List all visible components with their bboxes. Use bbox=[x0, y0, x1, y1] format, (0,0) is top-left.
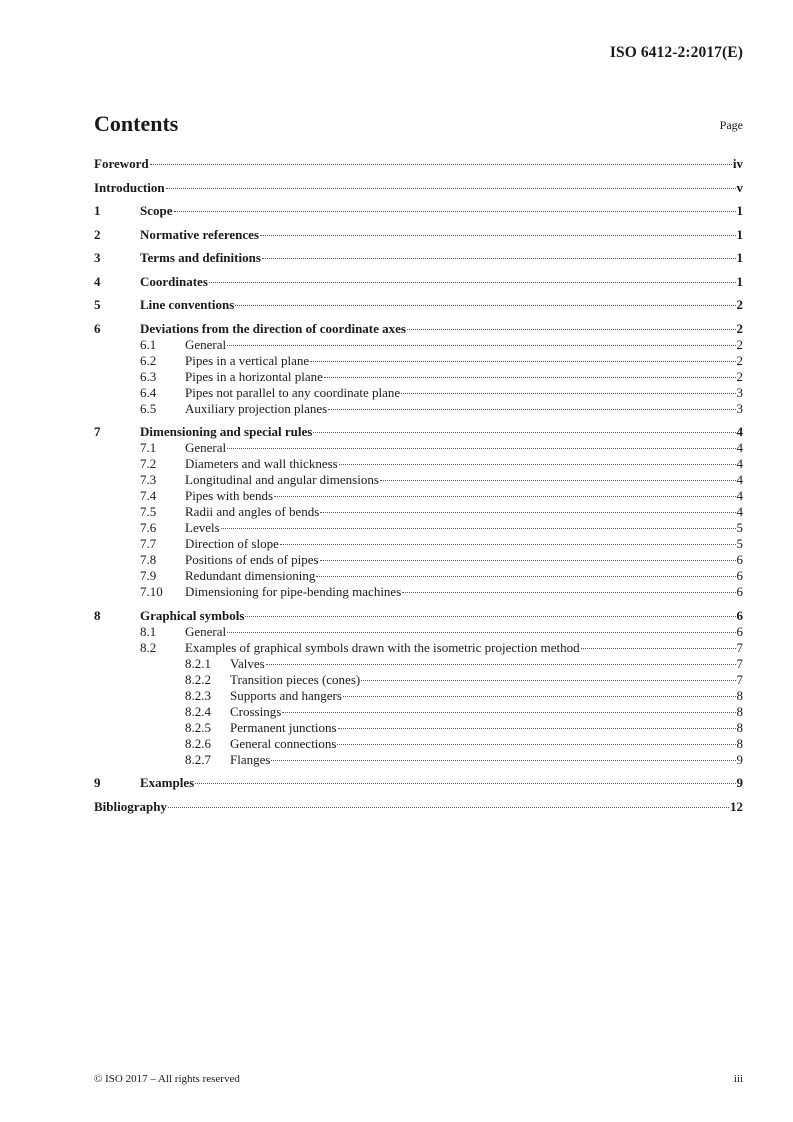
toc-entry[interactable] bbox=[94, 536, 743, 552]
dot-leader bbox=[262, 258, 736, 259]
toc-entry[interactable] bbox=[94, 456, 743, 472]
toc-entry[interactable] bbox=[94, 401, 743, 417]
toc-entry[interactable] bbox=[94, 337, 743, 353]
toc-entry-number: 7.1 bbox=[140, 440, 157, 455]
dot-leader bbox=[221, 528, 736, 529]
toc-entry-page: 1 bbox=[736, 226, 743, 242]
dot-leader bbox=[266, 664, 736, 665]
toc-entry[interactable] bbox=[94, 568, 743, 584]
dot-leader bbox=[343, 696, 736, 697]
toc-entry-number: 6.5 bbox=[140, 400, 157, 416]
toc-entry-number: 7.6 bbox=[140, 520, 157, 535]
toc-entry[interactable] bbox=[94, 704, 743, 720]
dot-leader bbox=[401, 393, 735, 394]
toc-entry-label: Examples of graphical symbols drawn with the isometric projection method bbox=[185, 639, 580, 655]
dot-leader bbox=[361, 680, 735, 681]
toc-entry-label: Coordinates bbox=[140, 273, 208, 289]
toc-entry[interactable] bbox=[94, 584, 743, 600]
toc-entry[interactable] bbox=[94, 369, 743, 385]
toc-entry-number: 1 bbox=[94, 203, 101, 218]
toc-entry-page: 2 bbox=[736, 352, 743, 368]
dot-leader bbox=[402, 592, 735, 593]
toc-entry[interactable] bbox=[94, 736, 743, 752]
toc-entry-label: General bbox=[185, 623, 227, 639]
toc-entry-label: General bbox=[185, 336, 227, 352]
toc-entry-label: Pipes in a vertical plane bbox=[185, 352, 310, 368]
dot-leader bbox=[324, 377, 736, 378]
dot-leader bbox=[310, 361, 735, 362]
toc-entry-label: Redundant dimensioning bbox=[185, 568, 316, 583]
toc-entry[interactable] bbox=[94, 520, 743, 536]
toc-entry[interactable] bbox=[94, 227, 743, 243]
toc-entry-label: Pipes in a horizontal plane bbox=[185, 368, 323, 384]
toc-entry-page: 2 bbox=[736, 336, 743, 352]
toc-entry-page: 1 bbox=[736, 250, 743, 265]
toc-entry-label: Permanent junctions bbox=[230, 719, 337, 735]
toc-entry[interactable] bbox=[94, 180, 743, 196]
toc-entry[interactable] bbox=[94, 274, 743, 290]
toc-entry-number: 7.8 bbox=[140, 552, 157, 567]
dot-leader bbox=[168, 807, 729, 808]
toc-entry-page: 5 bbox=[736, 520, 743, 535]
dot-leader bbox=[337, 744, 735, 745]
toc-entry-number: 2 bbox=[94, 226, 101, 242]
toc-entry-label: Scope bbox=[140, 203, 173, 218]
toc-entry[interactable] bbox=[94, 504, 743, 520]
toc-entry[interactable] bbox=[94, 656, 743, 672]
toc-entry-label: Auxiliary projection planes bbox=[185, 400, 328, 416]
toc-entry-page: 4 bbox=[736, 456, 743, 471]
toc-entry-label: Terms and definitions bbox=[140, 250, 261, 265]
toc-entry-number: 8.2.6 bbox=[185, 735, 211, 751]
toc-entry-label: General bbox=[185, 440, 227, 455]
dot-leader bbox=[328, 409, 735, 410]
toc-entry-number: 6.2 bbox=[140, 352, 157, 368]
toc-entry-number: 8.2.5 bbox=[185, 719, 211, 735]
toc-entry-number: 4 bbox=[94, 273, 101, 289]
toc-entry[interactable] bbox=[94, 250, 743, 266]
toc-entry-page: 4 bbox=[736, 504, 743, 519]
toc-entry-number: 7.3 bbox=[140, 472, 157, 487]
toc-entry-page: 8 bbox=[736, 703, 743, 719]
toc-entry-number: 6.1 bbox=[140, 336, 157, 352]
toc-entry-number: 8.2.2 bbox=[185, 671, 211, 687]
dot-leader bbox=[316, 576, 735, 577]
dot-leader bbox=[227, 345, 735, 346]
toc-entry-page: 6 bbox=[736, 623, 743, 639]
toc-entry[interactable] bbox=[94, 775, 743, 791]
toc-entry-number: 8.1 bbox=[140, 623, 157, 639]
toc-entry-label: Transition pieces (cones) bbox=[230, 671, 361, 687]
toc-entry[interactable] bbox=[94, 203, 743, 219]
toc-entry-page: 6 bbox=[736, 568, 743, 583]
standard-identifier: ISO 6412-2:2017(E) bbox=[609, 44, 743, 61]
toc-entry-label: Dimensioning and special rules bbox=[140, 424, 313, 439]
toc-entry-page: 12 bbox=[730, 798, 743, 814]
page-column-label: Page bbox=[719, 118, 743, 132]
toc-entry-number: 8.2.3 bbox=[185, 687, 211, 703]
toc-entry-number: 8.2.4 bbox=[185, 703, 211, 719]
dot-leader bbox=[195, 783, 735, 784]
dot-leader bbox=[274, 496, 735, 497]
toc-entry-label: Crossings bbox=[230, 703, 282, 719]
toc-entry[interactable] bbox=[94, 321, 743, 337]
toc-entry[interactable] bbox=[94, 640, 743, 656]
dot-leader bbox=[271, 760, 735, 761]
toc-entry-label: Flanges bbox=[230, 751, 271, 767]
table-of-contents bbox=[94, 156, 743, 815]
dot-leader bbox=[280, 544, 736, 545]
dot-leader bbox=[282, 712, 735, 713]
toc-entry-label: Direction of slope bbox=[185, 536, 279, 551]
toc-entry-label: Dimensioning for pipe-bending machines bbox=[185, 584, 402, 599]
toc-entry-label: Levels bbox=[185, 520, 220, 535]
toc-entry-page: 3 bbox=[736, 400, 743, 416]
dot-leader bbox=[407, 329, 736, 330]
toc-entry-page: 7 bbox=[736, 671, 743, 687]
toc-entry-page: iv bbox=[732, 156, 743, 171]
dot-leader bbox=[320, 512, 735, 513]
toc-entry-label: Deviations from the direction of coordinate axes bbox=[140, 320, 406, 336]
toc-entry-number: 7 bbox=[94, 424, 101, 439]
toc-entry-page: 8 bbox=[736, 719, 743, 735]
toc-entry-label: Radii and angles of bends bbox=[185, 504, 320, 519]
toc-entry-label: Supports and hangers bbox=[230, 687, 342, 703]
toc-entry-label: Pipes not parallel to any coordinate plane bbox=[185, 384, 401, 400]
toc-entry-number: 5 bbox=[94, 297, 101, 312]
toc-entry-label: Foreword bbox=[94, 156, 149, 171]
toc-entry-page: 2 bbox=[736, 320, 743, 336]
dot-leader bbox=[380, 480, 736, 481]
toc-entry-page: 8 bbox=[736, 687, 743, 703]
page-number: iii bbox=[733, 1073, 743, 1085]
toc-entry[interactable] bbox=[94, 720, 743, 736]
toc-entry[interactable] bbox=[94, 440, 743, 456]
toc-entry[interactable] bbox=[94, 353, 743, 369]
toc-entry-label: Valves bbox=[230, 655, 265, 671]
dot-leader bbox=[339, 464, 736, 465]
toc-entry-number: 7.7 bbox=[140, 536, 157, 551]
toc-entry-page: 1 bbox=[736, 273, 743, 289]
toc-entry-number: 7.10 bbox=[140, 584, 163, 599]
dot-leader bbox=[260, 235, 736, 236]
toc-entry-label: Positions of ends of pipes bbox=[185, 552, 319, 567]
toc-entry-number: 8.2.7 bbox=[185, 751, 211, 767]
toc-entry-number: 8 bbox=[94, 607, 101, 623]
toc-entry-number: 6 bbox=[94, 320, 101, 336]
toc-entry[interactable] bbox=[94, 297, 743, 313]
toc-entry-page: 7 bbox=[736, 639, 743, 655]
toc-entry-page: 6 bbox=[736, 607, 743, 623]
dot-leader bbox=[166, 188, 736, 189]
toc-entry-label: Line conventions bbox=[140, 297, 235, 312]
dot-leader bbox=[209, 282, 736, 283]
toc-entry-page: 9 bbox=[736, 751, 743, 767]
toc-entry-label: Normative references bbox=[140, 226, 259, 242]
toc-entry-label: Examples bbox=[140, 775, 195, 790]
contents-title: Contents bbox=[94, 111, 179, 136]
dot-leader bbox=[235, 305, 735, 306]
toc-entry[interactable] bbox=[94, 552, 743, 568]
toc-entry-label: General connections bbox=[230, 735, 337, 751]
toc-entry[interactable] bbox=[94, 672, 743, 688]
dot-leader bbox=[174, 211, 736, 212]
toc-entry-number: 7.2 bbox=[140, 456, 157, 471]
toc-entry[interactable] bbox=[94, 688, 743, 704]
dot-leader bbox=[227, 448, 735, 449]
dot-leader bbox=[581, 648, 736, 649]
dot-leader bbox=[227, 632, 735, 633]
toc-entry-number: 8.2.1 bbox=[185, 655, 211, 671]
toc-entry-label: Diameters and wall thickness bbox=[185, 456, 338, 471]
toc-entry-number: 8.2 bbox=[140, 639, 157, 655]
toc-entry-page: 9 bbox=[736, 775, 743, 790]
toc-entry-page: 4 bbox=[736, 440, 743, 455]
toc-entry-number: 6.3 bbox=[140, 368, 157, 384]
dot-leader bbox=[338, 728, 736, 729]
toc-entry-page: 2 bbox=[736, 368, 743, 384]
toc-entry-number: 6.4 bbox=[140, 384, 157, 400]
toc-entry[interactable] bbox=[94, 385, 743, 401]
toc-entry-page: 4 bbox=[736, 424, 743, 439]
toc-entry-page: 4 bbox=[736, 472, 743, 487]
toc-entry[interactable] bbox=[94, 608, 743, 624]
dot-leader bbox=[245, 616, 735, 617]
dot-leader bbox=[320, 560, 736, 561]
copyright-notice: © ISO 2017 – All rights reserved bbox=[94, 1073, 240, 1085]
toc-entry-number: 3 bbox=[94, 250, 101, 265]
toc-entry-label: Graphical symbols bbox=[140, 607, 245, 623]
toc-entry-label: Bibliography bbox=[94, 798, 167, 814]
toc-entry-page: 6 bbox=[736, 584, 743, 599]
toc-entry-page: 4 bbox=[736, 488, 743, 503]
dot-leader bbox=[313, 432, 735, 433]
toc-entry[interactable] bbox=[94, 624, 743, 640]
toc-entry-page: 5 bbox=[736, 536, 743, 551]
dot-leader bbox=[150, 164, 732, 165]
toc-entry[interactable] bbox=[94, 488, 743, 504]
toc-entry-label: Longitudinal and angular dimensions bbox=[185, 472, 379, 487]
toc-entry-label: Introduction bbox=[94, 179, 165, 195]
toc-entry[interactable] bbox=[94, 752, 743, 768]
toc-entry-number: 7.9 bbox=[140, 568, 157, 583]
toc-entry[interactable] bbox=[94, 472, 743, 488]
toc-entry-page: 1 bbox=[736, 203, 743, 218]
toc-entry-page: 6 bbox=[736, 552, 743, 567]
toc-entry-number: 9 bbox=[94, 775, 101, 790]
toc-entry-page: 7 bbox=[736, 655, 743, 671]
toc-entry[interactable] bbox=[94, 799, 743, 815]
toc-entry-number: 7.5 bbox=[140, 504, 157, 519]
toc-entry-page: 3 bbox=[736, 384, 743, 400]
toc-entry-page: 2 bbox=[736, 297, 743, 312]
toc-entry-page: 8 bbox=[736, 735, 743, 751]
toc-entry[interactable] bbox=[94, 156, 743, 172]
toc-entry-number: 7.4 bbox=[140, 488, 157, 503]
toc-entry[interactable] bbox=[94, 424, 743, 440]
toc-entry-label: Pipes with bends bbox=[185, 488, 274, 503]
toc-entry-page: v bbox=[736, 179, 743, 195]
